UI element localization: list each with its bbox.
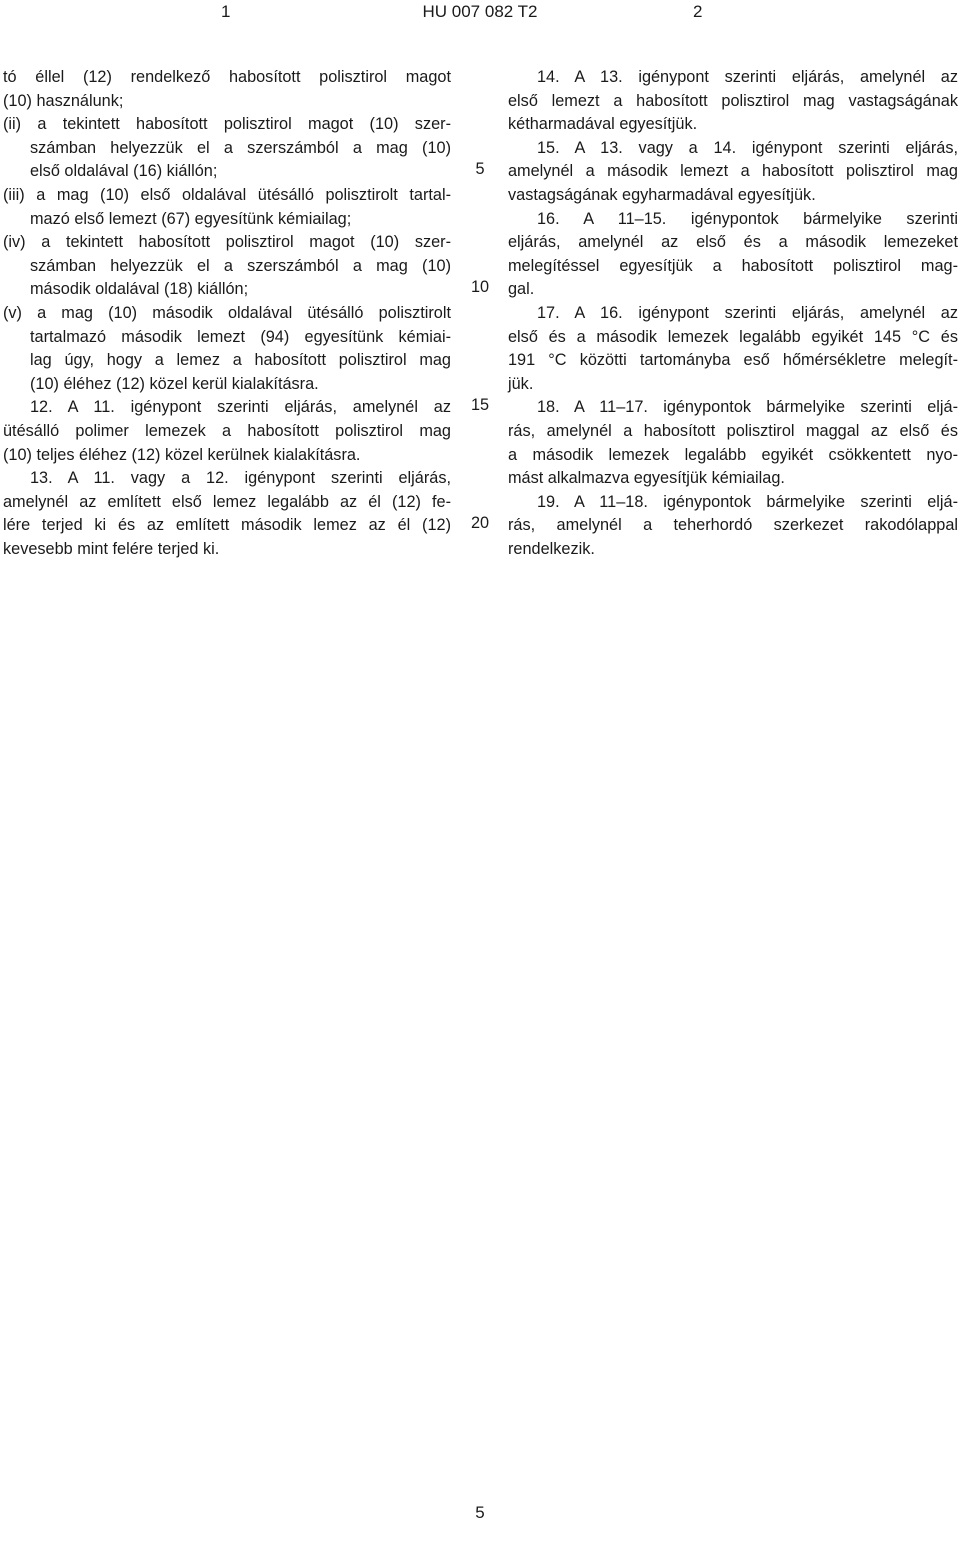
text-line: második oldalával (18) kiállón; <box>30 280 249 299</box>
text-line: jük. <box>508 374 534 393</box>
text-line: rendelkezik. <box>508 539 595 558</box>
text-line: kevesebb mint felére terjed ki. <box>3 539 220 558</box>
text-line: mazó első lemezt (67) egyesítünk kémiailag; <box>30 209 352 228</box>
text-line: 12. A 11. igénypont szerinti eljárás, amelynél az <box>30 398 451 417</box>
text-line: amelynél a második lemezt a habosított polisztirol mag <box>508 162 958 181</box>
column-number-left: 1 <box>221 2 231 21</box>
text-line: (v) a mag (10) második oldalával ütésálló polisztirolt <box>3 303 451 322</box>
line-number: 5 <box>475 160 485 178</box>
text-line: számban helyezzük el a szerszámból a mag (10) <box>30 256 451 275</box>
text-line: amelynél az említett első lemez legalább az él (12) fe- <box>3 492 451 511</box>
page-number: 5 <box>475 1503 485 1522</box>
line-number: 15 <box>470 396 490 414</box>
line-number: 10 <box>470 278 490 296</box>
text-line: kétharmadával egyesítjük. <box>508 115 698 134</box>
text-line: 17. A 16. igénypont szerinti eljárás, amelynél az <box>537 303 958 322</box>
text-line: első és a második lemezek legalább egyikét 145 °C és <box>508 327 958 346</box>
text-line: tartalmazó második lemezt (94) egyesítünk kémiai- <box>30 327 451 346</box>
text-line: ütésálló polimer lemezek a habosított polisztirol mag <box>3 421 451 440</box>
text-line: (10) éléhez (12) közel kerül kialakításra. <box>30 374 319 393</box>
text-line: vastagságának egyharmadával egyesítjük. <box>508 185 816 204</box>
text-line: (10) teljes éléhez (12) közel kerülnek kialakításra. <box>3 445 361 464</box>
text-line: melegítéssel egyesítjük a habosított polisztirol mag- <box>508 256 958 275</box>
text-line: 15. A 13. vagy a 14. igénypont szerinti eljárás, <box>537 138 958 157</box>
column-number-right: 2 <box>693 2 703 21</box>
text-line: 19. A 11–18. igénypontok bármelyike szerinti eljá- <box>537 492 958 511</box>
text-line: eljárás, amelynél az első és a második lemezeket <box>508 233 958 252</box>
text-line: számban helyezzük el a szerszámból a mag (10) <box>30 138 451 157</box>
text-line: a második lemezek legalább egyikét csökkentett nyo- <box>508 445 958 464</box>
text-line: első oldalával (16) kiállón; <box>30 162 218 181</box>
text-line: (10) használunk; <box>3 91 124 110</box>
document-id: HU 007 082 T2 <box>422 2 538 21</box>
left-column <box>3 66 451 561</box>
text-line: (ii) a tekintett habosított polisztirol magot (10) szer- <box>3 115 451 134</box>
right-column <box>508 66 958 561</box>
line-number: 20 <box>470 514 490 532</box>
text-line: lag úgy, hogy a lemez a habosított polisztirol mag <box>30 351 451 370</box>
text-line: (iv) a tekintett habosított polisztirol magot (10) szer- <box>3 233 451 252</box>
text-line: 14. A 13. igénypont szerinti eljárás, amelynél az <box>537 68 958 86</box>
text-line: lére terjed ki és az említett második lemez az él (12) <box>3 516 451 535</box>
text-line: rás, amelynél a habosított polisztirol maggal az első és <box>508 421 958 440</box>
text-line: 13. A 11. vagy a 12. igénypont szerinti eljárás, <box>30 469 451 488</box>
text-line: tó éllel (12) rendelkező habosított polisztirol magot <box>3 68 451 86</box>
text-line: gal. <box>508 280 535 299</box>
text-line: 191 °C közötti tartományba eső hőmérsékletre melegít- <box>508 351 958 370</box>
text-line: mást alkalmazva egyesítjük kémiailag. <box>508 469 785 488</box>
text-line: első lemezt a habosított polisztirol mag vastagságának <box>508 91 958 110</box>
text-line: 16. A 11–15. igénypontok bármelyike szerinti <box>537 209 958 228</box>
text-line: (iii) a mag (10) első oldalával ütésálló polisztirolt tartal- <box>3 185 451 204</box>
text-line: 18. A 11–17. igénypontok bármelyike szerinti eljá- <box>537 398 958 417</box>
text-line: rás, amelynél a teherhordó szerkezet rakodólappal <box>508 516 958 535</box>
